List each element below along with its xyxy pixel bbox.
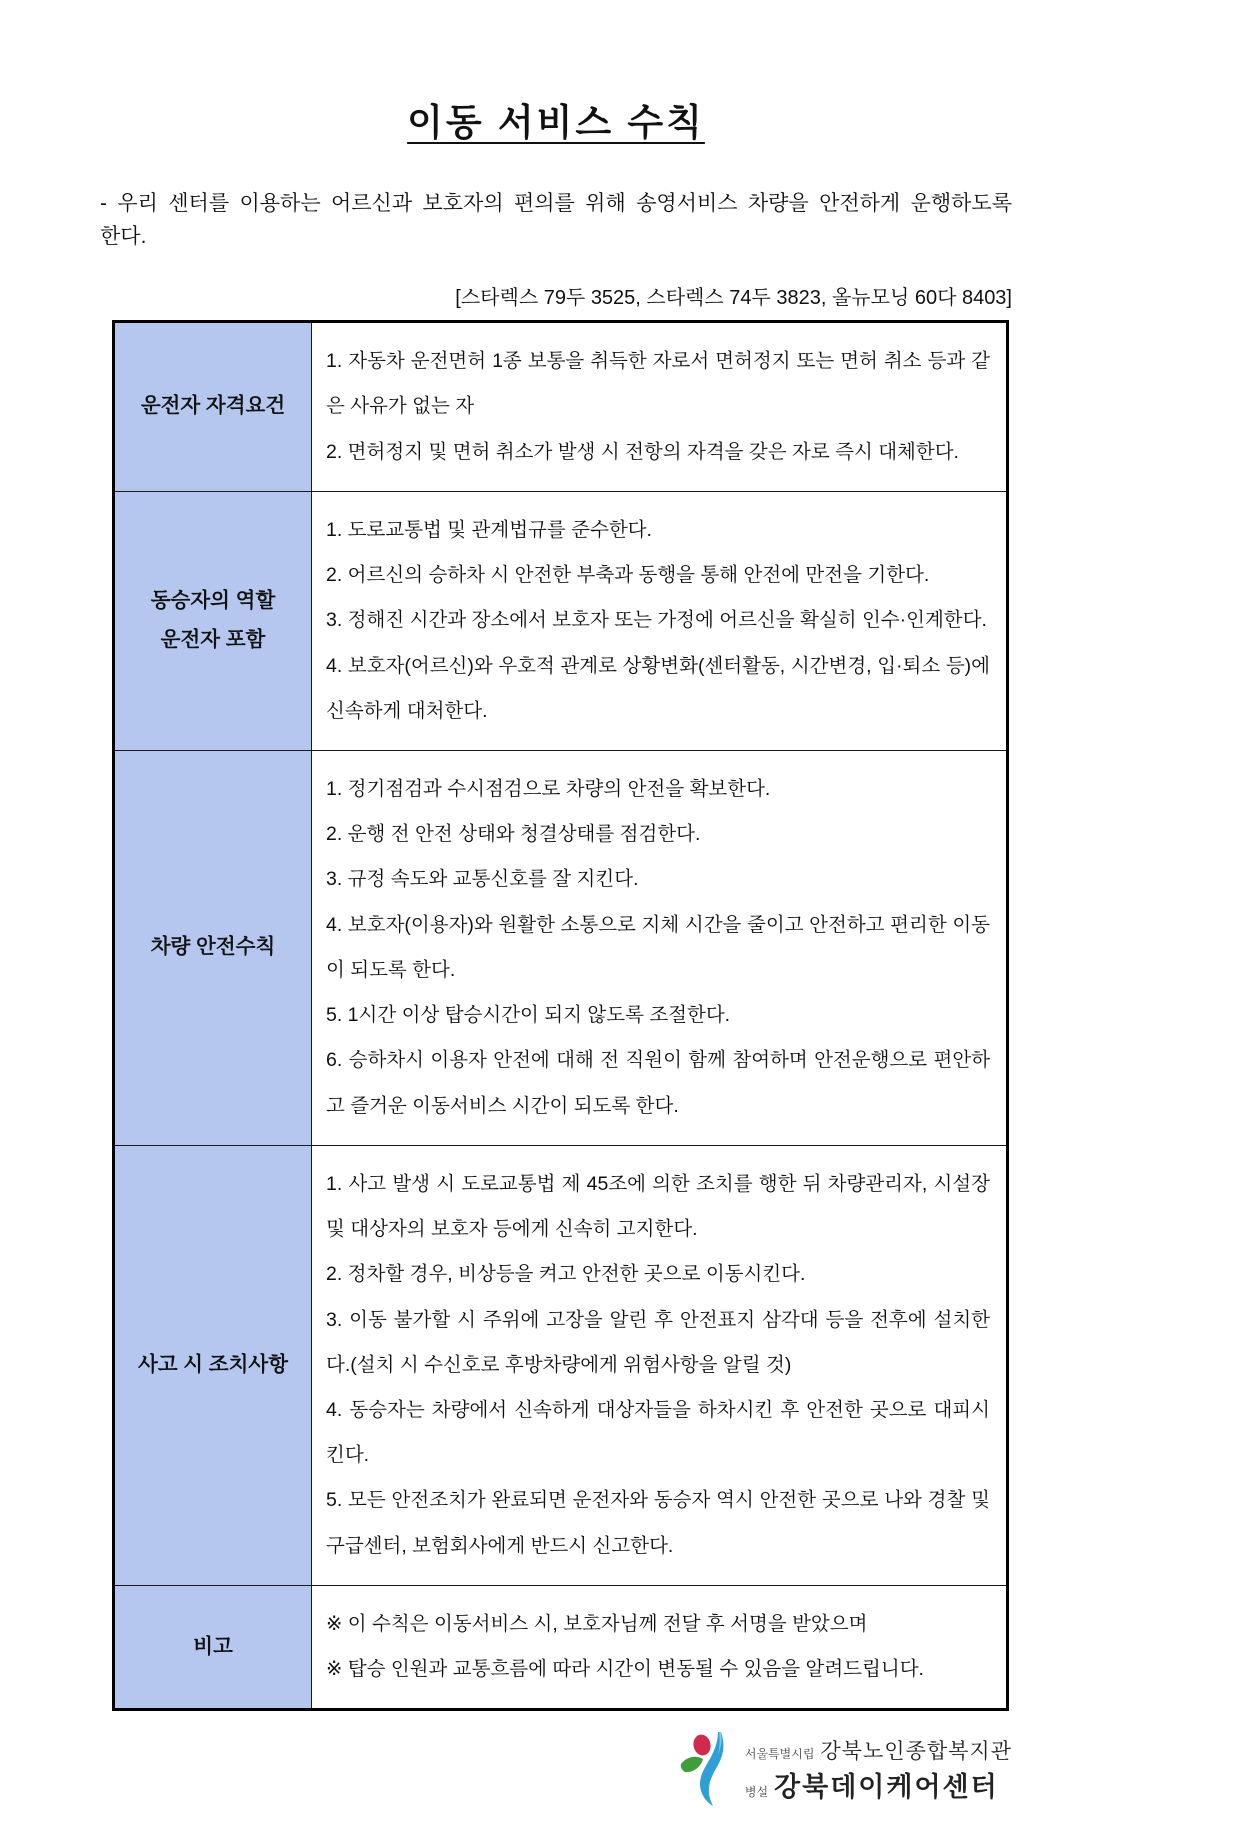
row-content-cell — [312, 491, 1008, 750]
table-row — [114, 491, 1008, 750]
org-name-line — [745, 1735, 1012, 1765]
row-header-label: 운전자 포함 — [160, 627, 266, 651]
row-header-label: 운전자 자격요건 — [140, 394, 286, 418]
table-row — [114, 750, 1008, 1145]
rule-item: 2. 운행 전 안전 상태와 청결상태를 점검한다. — [326, 823, 701, 846]
row-content-cell — [312, 1145, 1008, 1585]
row-header-cell — [114, 322, 312, 492]
center-logo-text — [745, 1735, 1012, 1804]
intro-paragraph: - 우리 센터를 이용하는 어르신과 보호자의 편의를 위해 송영서비스 차량을 안전하게 운행하도록 한다. — [100, 192, 1012, 248]
center-logo — [675, 1730, 1012, 1808]
row-header-cell — [114, 1585, 312, 1709]
org-name-label: 강북노인종합복지관 — [820, 1739, 1012, 1763]
row-header-cell — [114, 491, 312, 750]
rule-item: 5. 1시간 이상 탑승시간이 되지 않도록 조절한다. — [326, 1004, 731, 1027]
row-header-label: 차량 안전수칙 — [150, 935, 276, 959]
row-content-cell — [312, 1585, 1008, 1709]
row-header-label: 비고 — [193, 1634, 233, 1658]
row-header-cell — [114, 750, 312, 1145]
rule-item: 4. 보호자(어르신)와 우호적 관계로 상황변화(센터활동, 시간변경, 입·퇴소 등)에 신속하게 대처한다. — [326, 654, 990, 722]
rule-item: 5. 모든 안전조치가 완료되면 운전자와 동승자 역시 안전한 곳으로 나와 경찰 및 구급센터, 보험회사에게 반드시 신고한다. — [326, 1489, 990, 1557]
rule-item: 1. 도로교통법 및 관계법규를 준수한다. — [326, 518, 652, 541]
rule-item: 1. 사고 발생 시 도로교통법 제 45조에 의한 조치를 행한 뒤 차량관리자, 시설장 및 대상자의 보호자 등에게 신속히 고지한다. — [326, 1172, 990, 1241]
branch-name-line — [745, 1765, 1012, 1804]
rule-item: 4. 보호자(이용자)와 원활한 소통으로 지체 시간을 줄이고 안전하고 편리한 이동이 되도록 한다. — [326, 913, 990, 981]
row-content-cell — [312, 750, 1008, 1145]
rule-item: ※ 탑승 인원과 교통흐름에 따라 시간이 변동될 수 있음을 알려드립니다. — [326, 1658, 924, 1681]
page-title: 이동 서비스 수칙 — [407, 102, 705, 143]
rule-item: 6. 승하차시 이용자 안전에 대해 전 직원이 함께 참여하며 안전운행으로 편안하고 즐거운 이동서비스 시간이 되도록 한다. — [326, 1049, 990, 1117]
rules-table — [112, 320, 1009, 1711]
row-header-label: 사고 시 조치사항 — [137, 1352, 288, 1376]
table-row — [114, 1585, 1008, 1709]
rule-item: ※ 이 수칙은 이동서비스 시, 보호자님께 전달 후 서명을 받았으며 — [326, 1612, 868, 1635]
row-header-label: 동승자의 역할 — [150, 588, 276, 612]
table-row — [114, 322, 1008, 492]
rules-table-body — [114, 322, 1008, 1710]
branch-name-label: 강북데이케어센터 — [774, 1771, 999, 1802]
rule-item: 3. 이동 불가할 시 주위에 고장을 알린 후 안전표지 삼각대 등을 전후에 설치한다.(설치 시 수신호로 후방차량에게 위험사항을 알릴 것) — [326, 1308, 990, 1376]
rule-item: 1. 자동차 운전면허 1종 보통을 취득한 자로서 면허정지 또는 면허 취소 등과 같은 사유가 없는 자 — [326, 350, 990, 418]
rule-item: 2. 면허정지 및 면허 취소가 발생 시 전항의 자격을 갖은 자로 즉시 대체한다. — [326, 440, 959, 463]
rule-item: 4. 동승자는 차량에서 신속하게 대상자들을 하차시킨 후 안전한 곳으로 대피시킨다. — [326, 1399, 990, 1467]
rule-item: 3. 정해진 시간과 장소에서 보호자 또는 가정에 어르신을 확실히 인수·인계한다. — [326, 609, 987, 632]
welfare-center-logo-icon — [675, 1730, 737, 1808]
vehicle-list-line: [스타렉스 79두 3525, 스타렉스 74두 3823, 올뉴모닝 60다 8403] — [455, 287, 1012, 310]
org-prefix-label: 서울특별시립 — [744, 1746, 815, 1761]
rule-item: 3. 규정 속도와 교통신호를 잘 지킨다. — [326, 868, 639, 891]
row-header-cell — [114, 1145, 312, 1585]
branch-prefix-label: 병설 — [744, 1784, 769, 1799]
rule-item: 2. 어르신의 승하차 시 안전한 부축과 동행을 통해 안전에 만전을 기한다. — [326, 564, 930, 587]
table-row — [114, 1145, 1008, 1585]
document-page — [100, 92, 1012, 1711]
rule-item: 2. 정차할 경우, 비상등을 켜고 안전한 곳으로 이동시킨다. — [326, 1263, 806, 1286]
rule-item: 1. 정기점검과 수시점검으로 차량의 안전을 확보한다. — [326, 777, 771, 800]
row-content-cell — [312, 322, 1008, 492]
